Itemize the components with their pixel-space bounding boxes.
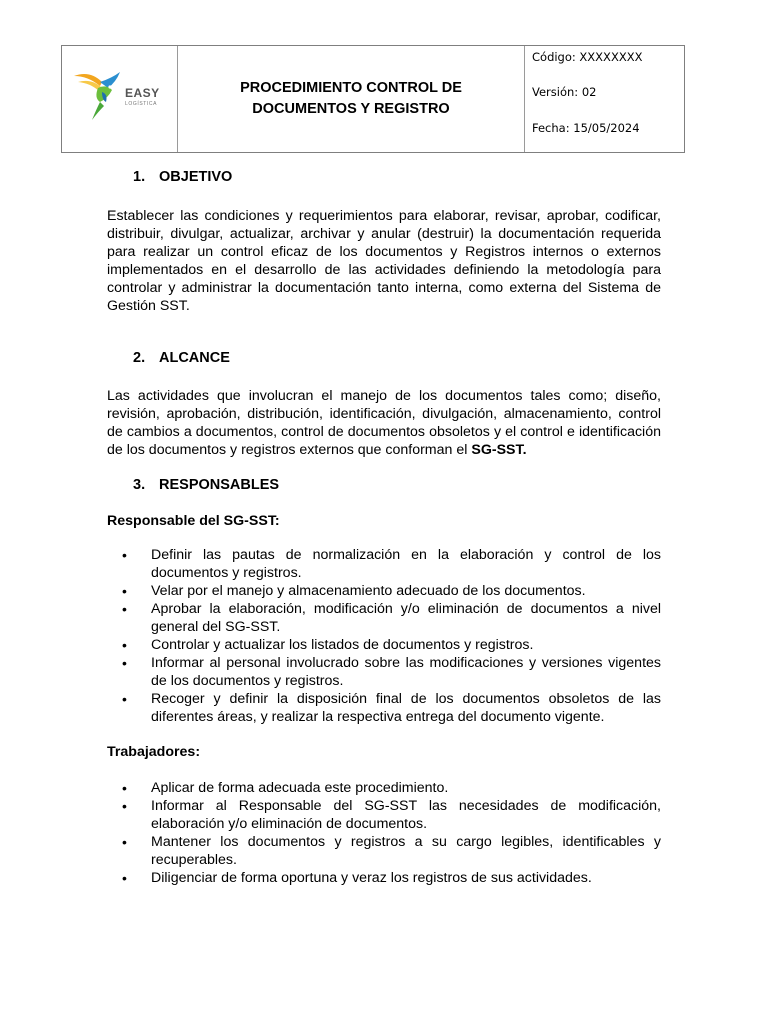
alcance-bold-text: SG-SST. xyxy=(471,442,527,458)
list-item: • Informar al Responsable del SG-SST las necesidades de modificación, elaboración y/o eliminación de documentos. xyxy=(122,798,661,832)
bullet-icon: • xyxy=(122,798,127,814)
alcance-text: Las actividades que involucran el manejo de los documentos tales como; diseño, revisión, aprobación, distribución, identificación, divulgación, almacenamiento, control de cambios a documentos, control de documentos obsoletos y el control e identificación de los documentos y registros externos que conforman el xyxy=(107,388,661,458)
document-date: Fecha: 15/05/2024 xyxy=(532,121,640,135)
document-code: Código: XXXXXXXX xyxy=(532,50,643,64)
trabajadores-heading: Trabajadores: xyxy=(107,744,201,760)
logo-subtext: LOGÍSTICA xyxy=(125,101,158,107)
list-item: • Aprobar la elaboración, modificación y/o eliminación de documentos a nivel general del SG-SST. xyxy=(122,601,661,635)
document-header-table xyxy=(61,45,685,153)
section-title: OBJETIVO xyxy=(159,169,233,185)
bullet-icon: • xyxy=(122,655,127,671)
hummingbird-logo-icon xyxy=(72,68,132,124)
responsable-sgsst-heading: Responsable del SG-SST: xyxy=(107,513,280,529)
list-item: • Recoger y definir la disposición final de los documentos obsoletos de las diferentes áreas, y realizar la respectiva entrega del documento vigente. xyxy=(122,691,661,725)
logo-text: EASY xyxy=(125,86,160,100)
objetivo-paragraph: Establecer las condiciones y requerimientos para elaborar, revisar, aprobar, codificar, distribuir, divulgar, actualizar, archivar y anular (destruir) la documentación requerida para realizar un control eficaz de los documentos y Registros internos o externos implementados en el desarrollo de las actividades definiendo la metodología para controlar y administrar la documentación tanto interna, como externa del Sistema de Gestión SST. xyxy=(107,208,661,314)
bullet-icon: • xyxy=(122,870,127,886)
bullet-icon: • xyxy=(122,780,127,796)
section-number: 1. xyxy=(133,169,146,185)
alcance-paragraph xyxy=(107,387,661,459)
section-number: 2. xyxy=(133,350,146,366)
list-item: • Mantener los documentos y registros a su cargo legibles, identificables y recuperables. xyxy=(122,834,661,868)
section-heading-alcance xyxy=(107,349,661,367)
section-number: 3. xyxy=(133,477,146,493)
title-line-1: PROCEDIMIENTO CONTROL DE xyxy=(240,80,462,96)
bullet-icon: • xyxy=(122,601,127,617)
section-title: RESPONSABLES xyxy=(159,477,280,493)
responsable-sgsst-list xyxy=(107,546,661,726)
document-version: Versión: 02 xyxy=(532,85,597,99)
list-item: • Controlar y actualizar los listados de documentos y registros. xyxy=(122,637,534,653)
section-heading-responsables xyxy=(107,476,661,494)
document-title xyxy=(178,46,525,152)
section-title: ALCANCE xyxy=(159,350,230,366)
bullet-icon: • xyxy=(122,547,127,563)
logo-cell xyxy=(62,46,178,152)
list-item: • Velar por el manejo y almacenamiento adecuado de los documentos. xyxy=(122,583,586,599)
title-line-2: DOCUMENTOS Y REGISTRO xyxy=(252,101,450,117)
document-meta xyxy=(525,46,684,152)
trabajadores-list xyxy=(107,779,661,887)
bullet-icon: • xyxy=(122,637,127,653)
section-heading-objetivo xyxy=(107,168,661,186)
list-item: • Diligenciar de forma oportuna y veraz los registros de sus actividades. xyxy=(122,870,592,886)
list-item: • Informar al personal involucrado sobre las modificaciones y versiones vigentes de los documentos y registros. xyxy=(122,655,661,689)
list-item: • Definir las pautas de normalización en la elaboración y control de los documentos y registros. xyxy=(122,547,661,581)
bullet-icon: • xyxy=(122,691,127,707)
document-body xyxy=(107,168,661,887)
bullet-icon: • xyxy=(122,583,127,599)
bullet-icon: • xyxy=(122,834,127,850)
list-item: • Aplicar de forma adecuada este procedimiento. xyxy=(122,780,449,796)
